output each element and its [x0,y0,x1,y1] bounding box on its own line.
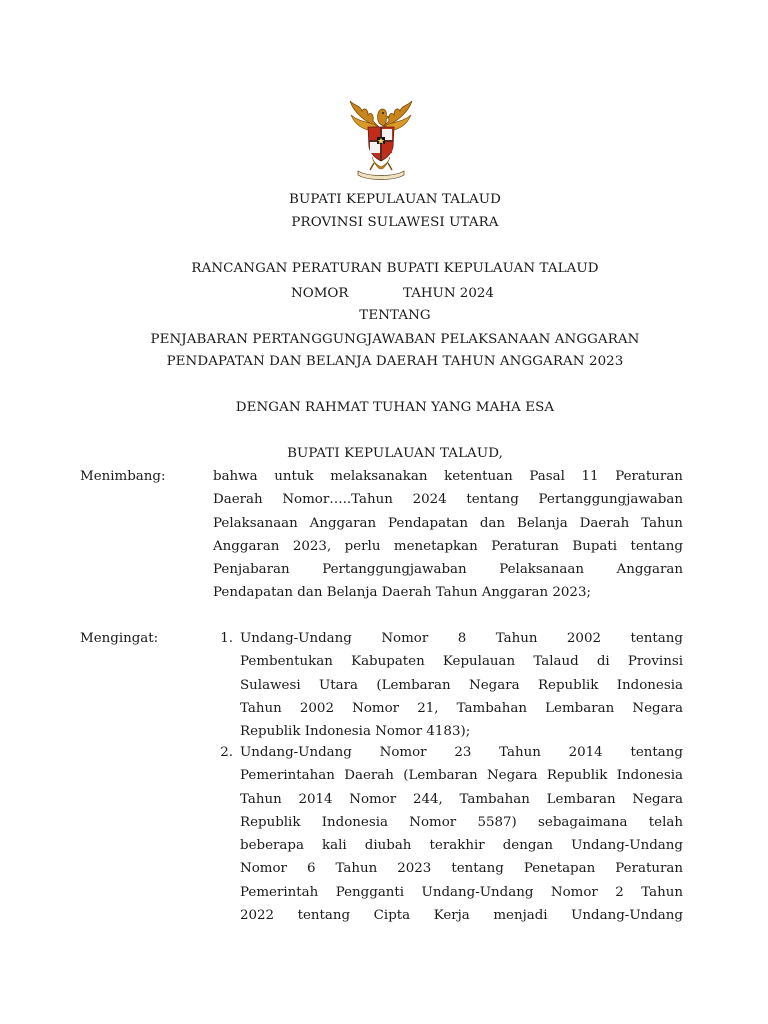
item-line: Tahun 2014 Nomor 244, Tambahan Lembaran Negara [240,791,683,807]
menimbang-line: bahwa untuk melaksanakan ketentuan Pasal 11 Peraturan [213,469,683,484]
tentang-label: TENTANG [359,308,431,323]
item-line: Undang-Undang Nomor 8 Tahun 2002 tentang [240,631,683,646]
header-line-2: PROVINSI SULAWESI UTARA [291,215,499,230]
item-number: 2. [220,745,233,760]
menimbang-line: Daerah Nomor…..Tahun 2024 tentang Pertanggungjawaban [213,492,683,508]
rahmat-line: DENGAN RAHMAT TUHAN YANG MAHA ESA [235,400,555,415]
menimbang-line: Pelaksanaan Anggaran Pendapatan dan Belanja Daerah Tahun [213,515,683,531]
nomor-label: NOMOR [291,286,349,301]
item-line: Republik Indonesia Nomor 5587) sebagaimana telah [240,814,683,830]
item-line: Pemerintahan Daerah (Lembaran Negara Republik Indonesia [240,768,683,784]
title-line-1: RANCANGAN PERATURAN BUPATI KEPULAUAN TALAUD [191,261,599,276]
item-line: 2022 tentang Cipta Kerja menjadi Undang-Undang [240,908,683,924]
item-line: Nomor 6 Tahun 2023 tentang Penetapan Peraturan [240,861,683,877]
menimbang-line: Anggaran 2023, perlu menetapkan Peraturan Bupati tentang [213,538,683,554]
header-line-1: BUPATI KEPULAUAN TALAUD [289,192,501,207]
mengingat-item-1 [240,627,683,743]
mengingat-label: Mengingat: [80,631,159,646]
item-line: Pemerintah Pengganti Undang-Undang Nomor 2 Tahun [240,884,683,900]
subject-line-1: PENJABARAN PERTANGGUNGJAWABAN PELAKSANAAN ANGGARAN [150,332,640,347]
menimbang-label: Menimbang: [80,469,166,484]
item-line: beberapa kali diubah terakhir dengan Undang-Undang [240,838,683,854]
tahun-label: TAHUN 2024 [403,286,494,301]
mengingat-item-2 [240,741,683,927]
item-line: Sulawesi Utara (Lembaran Negara Republik Indonesia [240,677,683,693]
bupati-line: BUPATI KEPULAUAN TALAUD, [287,446,503,461]
item-number: 1. [220,631,233,646]
item-line: Tahun 2002 Nomor 21, Tambahan Lembaran Negara [240,700,683,716]
menimbang-line: Pendapatan dan Belanja Daerah Tahun Anggaran 2023; [213,585,591,601]
item-line: Republik Indonesia Nomor 4183); [240,724,471,740]
menimbang-text [213,465,683,605]
garuda-emblem-icon [346,97,416,181]
item-line: Pembentukan Kabupaten Kepulauan Talaud di Provinsi [240,654,683,670]
menimbang-line: Penjabaran Pertanggungjawaban Pelaksanaan Anggaran [213,562,683,578]
subject-line-2: PENDAPATAN DAN BELANJA DAERAH TAHUN ANGGARAN 2023 [166,354,624,369]
item-line: Undang-Undang Nomor 23 Tahun 2014 tentang [240,745,683,760]
